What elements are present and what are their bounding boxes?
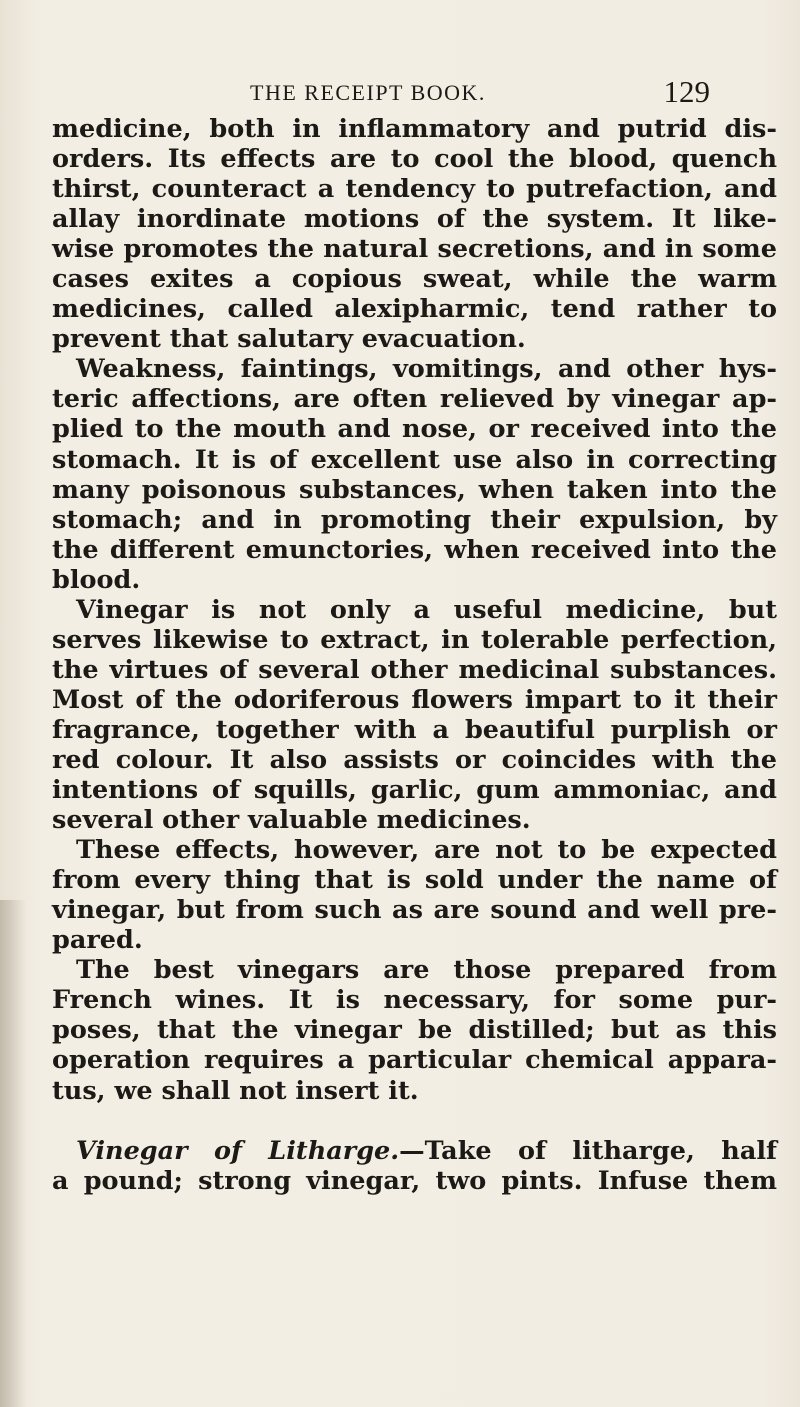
text-line: teric affections, are often relieved by vinegar ap- bbox=[52, 384, 777, 415]
text-line: The best vinegars are those prepared from bbox=[76, 955, 777, 986]
text-line: Most of the odoriferous flowers impart to it their bbox=[52, 684, 777, 715]
page-header bbox=[0, 74, 800, 114]
text-line: fragrance, together with a beautiful purplish or bbox=[52, 714, 777, 745]
text-line: red colour. It also assists or coincides with the bbox=[52, 744, 777, 775]
recipe-line bbox=[52, 1136, 777, 1166]
text-line: poses, that the vinegar be distilled; but as this bbox=[52, 1015, 777, 1046]
page-number: 129 bbox=[663, 74, 710, 109]
text-line: Weakness, faintings, vomitings, and other hys- bbox=[76, 354, 777, 385]
recipe-text: —Take of litharge, half bbox=[399, 1135, 777, 1166]
body-text bbox=[52, 114, 777, 1196]
text-line: serves likewise to extract, in tolerable perfection, bbox=[52, 624, 777, 655]
text-line: These effects, however, are not to be expected bbox=[76, 835, 777, 866]
text-line: allay inordinate motions of the system. It like- bbox=[52, 204, 777, 235]
text-line: plied to the mouth and nose, or received into the bbox=[52, 414, 777, 445]
text-line: tus, we shall not insert it. bbox=[52, 1075, 419, 1106]
text-line: intentions of squills, garlic, gum ammoniac, and bbox=[52, 775, 777, 806]
text-line: the virtues of several other medicinal substances. bbox=[52, 654, 777, 685]
text-line: from every thing that is sold under the name of bbox=[52, 865, 777, 896]
text-line: several other valuable medicines. bbox=[52, 805, 531, 836]
text-line: thirst, counteract a tendency to putrefaction, and bbox=[52, 174, 777, 205]
text-line: pared. bbox=[52, 925, 143, 956]
text-line: medicines, called alexipharmic, tend rather to bbox=[52, 294, 777, 325]
text-line: Vinegar is not only a useful medicine, but bbox=[76, 594, 777, 625]
recipe-title: Vinegar of Litharge. bbox=[76, 1135, 400, 1166]
text-line: orders. Its effects are to cool the blood, quench bbox=[52, 144, 777, 175]
text-line: stomach; and in promoting their expulsion, by bbox=[52, 504, 777, 535]
text-line: operation requires a particular chemical appara- bbox=[52, 1045, 777, 1076]
text-line: wise promotes the natural secretions, and in some bbox=[52, 234, 777, 265]
text-line: blood. bbox=[52, 564, 141, 595]
text-line: prevent that salutary evacuation. bbox=[52, 324, 526, 355]
text-line: cases exites a copious sweat, while the warm bbox=[52, 264, 777, 295]
text-line: vinegar, but from such as are sound and well pre- bbox=[52, 895, 777, 926]
text-line: French wines. It is necessary, for some pur- bbox=[52, 985, 777, 1016]
text-line: medicine, both in inflammatory and putrid dis- bbox=[52, 114, 777, 144]
running-title: THE RECEIPT BOOK. bbox=[250, 80, 486, 105]
binding-shadow bbox=[0, 900, 26, 1407]
text-line: stomach. It is of excellent use also in correcting bbox=[52, 444, 777, 475]
text-line: many poisonous substances, when taken into the bbox=[52, 474, 777, 505]
recipe-line: a pound; strong vinegar, two pints. Infuse them bbox=[52, 1165, 777, 1196]
text-line: the different emunctories, when received into the bbox=[52, 534, 777, 565]
